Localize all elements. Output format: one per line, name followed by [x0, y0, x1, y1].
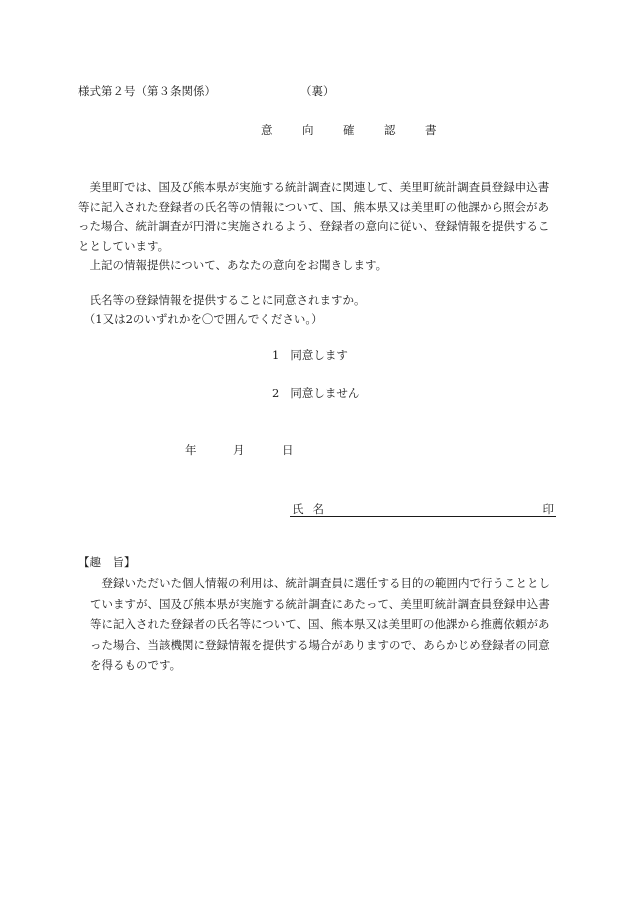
purpose-heading: 【趣 旨】 — [78, 555, 136, 569]
name-label: 氏名 — [292, 502, 333, 516]
option-number: 2 — [272, 386, 280, 400]
question-note: （1又は2のいずれかを〇で囲んでください。） — [78, 312, 323, 326]
date-day: 日 — [282, 443, 294, 457]
intro-section — [78, 178, 560, 276]
date-year: 年 — [185, 443, 197, 457]
option-label: 同意します — [290, 348, 348, 362]
document-title: 意 向 確 認 書 — [261, 123, 446, 137]
option-label: 同意しません — [290, 386, 360, 400]
signature-line[interactable] — [290, 500, 556, 517]
purpose-body — [90, 573, 560, 676]
back-side-label: （裏） — [300, 84, 335, 98]
option-disagree[interactable] — [272, 388, 359, 400]
form-number: 様式第２号（第３条関係） — [78, 84, 216, 98]
consent-question — [78, 291, 560, 329]
question-text: 氏名等の登録情報を提供することに同意されますか。 — [78, 293, 366, 307]
intro-paragraph: 美里町では、国及び熊本県が実施する統計調査に関連して、美里町統計調査員登録申込書等に記入された登録者の氏名等の情報について、国、熊本県又は美里町の他課から照会があった場合、統計調査が円滑に実施されるよう、登録者の意向に従い、登録情報を提供することとしています。 — [78, 180, 550, 253]
seal-label: 印 — [542, 502, 554, 516]
intro-paragraph: 上記の情報提供について、あなたの意向をお聞きします。 — [78, 258, 388, 272]
option-number: 1 — [272, 348, 280, 362]
purpose-text: 登録いただいた個人情報の利用は、統計調査員に選任する目的の範囲内で行うこととしていますが、国及び熊本県が実施する統計調査にあたって、美里町統計調査員登録申込書等に記入された登録者の氏名等について、国、熊本県又は美里町の他課から推薦依頼があった場合、当該機関に登録情報を提供する場合がありますので、あらかじめ登録者の同意を得るものです。 — [90, 576, 550, 672]
date-month: 月 — [233, 443, 245, 457]
option-agree[interactable] — [272, 350, 348, 362]
